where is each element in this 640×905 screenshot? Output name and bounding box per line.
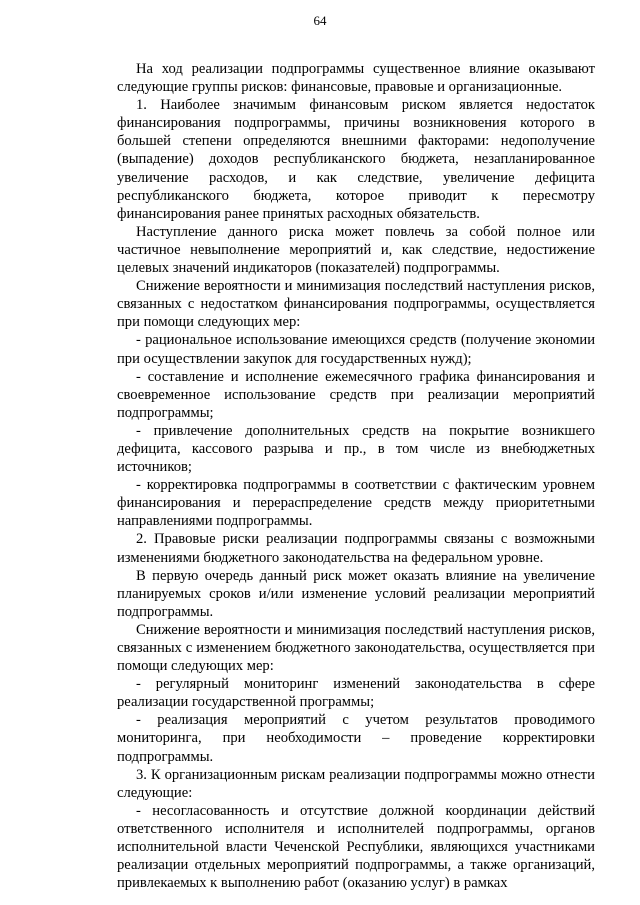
paragraph: На ход реализации подпрограммы существенное влияние оказывают следующие группы рисков: финансовые, правовые и организационные. <box>117 61 595 96</box>
body-text <box>117 60 595 892</box>
list-item: - рациональное использование имеющихся средств (получение экономии при осуществлении закупок для государственных нужд); <box>117 332 595 367</box>
paragraph: 2. Правовые риски реализации подпрограммы связаны с возможными изменениями бюджетного законодательства на федеральном уровне. <box>117 531 595 566</box>
page-number: 64 <box>313 13 327 28</box>
paragraph: 1. Наиболее значимым финансовым риском является недостаток финансирования подпрограммы, причины возникновения которого в большей степени определяются внешними факторами: недополучение (выпадение) доходов республиканского бюджета, незапланированное увеличение расходов, и как следствие, увеличение дефицита республиканского бюджета, которое приводит к пересмотру финансирования ранее принятых расходных обязательств. <box>117 97 595 222</box>
list-item: - реализация мероприятий с учетом результатов проводимого мониторинга, при необходимости – проведение корректировки подпрограммы. <box>117 712 595 765</box>
paragraph: В первую очередь данный риск может оказать влияние на увеличение планируемых сроков и/или изменение условий реализации мероприятий подпрограммы. <box>117 567 595 620</box>
list-item: - привлечение дополнительных средств на покрытие возникшего дефицита, кассового разрыва и пр., в том числе из внебюджетных источников; <box>117 422 595 476</box>
list-item: - составление и исполнение ежемесячного графика финансирования и своевременное использование средств при реализации мероприятий подпрограммы; <box>117 368 595 421</box>
paragraph: Снижение вероятности и минимизация последствий наступления рисков, связанных с недостатком финансирования подпрограммы, осуществляется при помощи следующих мер: <box>117 278 595 331</box>
paragraph: 3. К организационным рискам реализации подпрограммы можно отнести следующие: <box>117 766 595 801</box>
paragraph: Снижение вероятности и минимизация последствий наступления рисков, связанных с изменением бюджетного законодательства, осуществляется при помощи следующих мер: <box>117 621 595 675</box>
list-item: - корректировка подпрограммы в соответствии с фактическим уровнем финансирования и перераспределение средств между приоритетными направлениями подпрограммы. <box>117 477 595 530</box>
list-item: - несогласованность и отсутствие должной координации действий ответственного исполнителя и исполнителей подпрограммы, органов исполнительной власти Чеченской Республики, являющихся участниками реализации отдельных мероприятий подпрограммы, а также организаций, привлекаемых к выполнению работ (оказанию услуг) в рамках <box>117 802 595 892</box>
paragraph: Наступление данного риска может повлечь за собой полное или частичное невыполнение мероприятий и, как следствие, недостижение целевых значений индикаторов (показателей) подпрограммы. <box>117 223 595 277</box>
list-item: - регулярный мониторинг изменений законодательства в сфере реализации государственной программы; <box>117 676 595 711</box>
